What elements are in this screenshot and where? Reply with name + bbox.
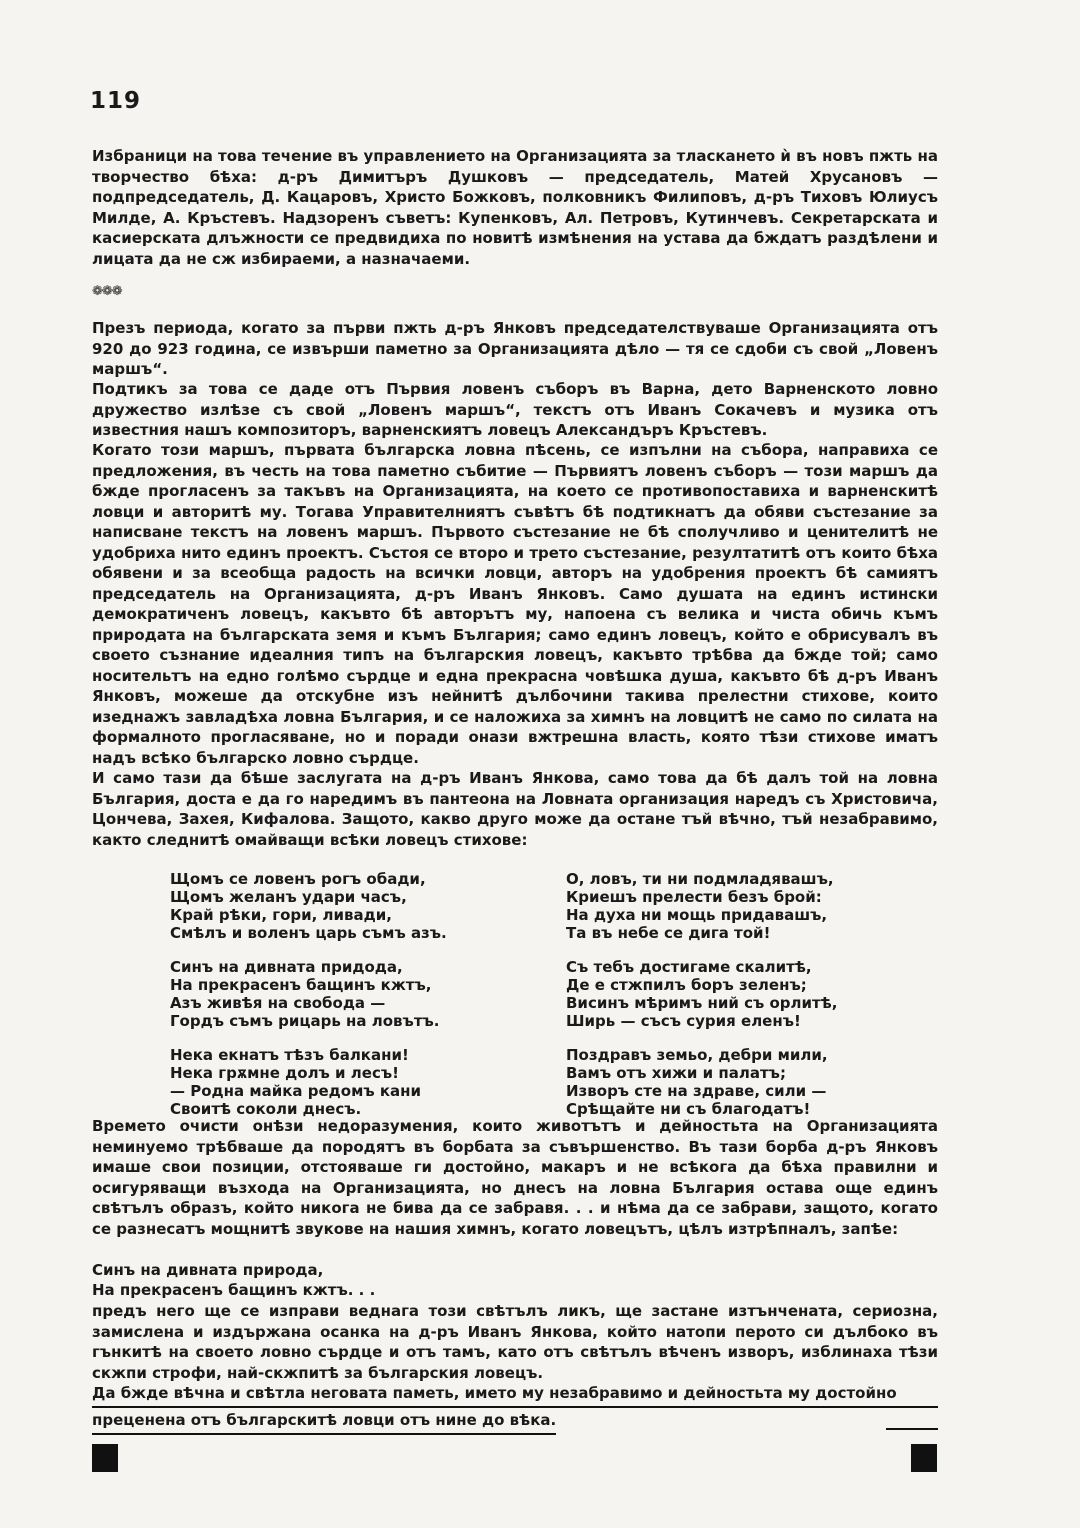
poem-stanza — [566, 870, 837, 942]
poem-line: Своитѣ соколи днесъ. — [170, 1100, 362, 1118]
poem-line: О, ловъ, ти ни подмладявашъ, — [566, 870, 834, 888]
poem-line: Поздравъ земьо, дебри мили, — [566, 1046, 828, 1064]
poem-line: Изворъ сте на здраве, сили — — [566, 1082, 827, 1100]
poem-line: Гордъ съмъ рицарь на ловътъ. — [170, 1012, 440, 1030]
poem-stanza — [566, 958, 837, 1030]
paragraph-march-intro: Презъ периода, когато за първи пжть д-ръ Янковъ председателствуваше Организацията отъ 920 до 923 година, се извърши паметно за Организацията дѣло — тя се сдоби съ свой „Ловенъ маршъ“. — [92, 319, 938, 378]
corner-square-left — [92, 1444, 118, 1472]
closing-line: преценена отъ българскитѣ ловци отъ нине до вѣка. — [92, 1408, 556, 1435]
poem-stanza — [170, 958, 447, 1030]
poem-line: Нека грѫмне долъ и лесъ! — [170, 1064, 399, 1082]
poem-line: — Родна майка редомъ кани — [170, 1082, 422, 1100]
poem-line: Щомъ желанъ удари часъ, — [170, 888, 407, 906]
poem-line: Азъ живѣя на свобода — — [170, 994, 386, 1012]
poem-left-column — [170, 870, 447, 1134]
quote-line: Синъ на дивната природа, — [92, 1261, 324, 1279]
poem-line: Вамъ отъ хижи и палатъ; — [566, 1064, 786, 1082]
poem-line: Синъ на дивната придода, — [170, 958, 403, 976]
poem-line: Криешъ прелести безъ брой: — [566, 888, 822, 906]
poem-stanza — [566, 1046, 837, 1118]
underline-rule — [886, 1428, 938, 1430]
poem-stanza — [170, 870, 447, 942]
paragraph-pantheon: И само тази да бѣше заслугата на д-ръ Иванъ Янкова, само това да бѣ далъ той на ловна България, доста е да го наредимъ въ пантеона на Ловната организация наредъ съ Христовича, Цончева, Захея, Кифалова. Защото, какво друго може да остане тъй вѣчно, тъй незабравимо, както следнитѣ омайващи всѣки ловецъ стихове: — [92, 769, 938, 849]
paragraph-bright-image: предъ него ще се изправи веднага този свѣтълъ ликъ, ще застане изтънчената, сериозна, замислена и издържана осанка на д-ръ Иванъ Янкова, който натопи перото си дълбоко въ гънкитѣ на своето ловно сърдце и отъ тамъ, като отъ свѣтълъ вѣченъ изворъ, изблинаха тѣзи скжпи строфи, най-скжпитѣ за българския ловецъ. — [92, 1302, 938, 1382]
quote-line: На прекрасенъ бащинъ кжтъ. . . — [92, 1281, 376, 1299]
paragraph-competition: Когато този маршъ, първата българска ловна пѣсень, се изпълни на събора, направиха се предложения, въ честь на това паметно събитие — Първиятъ ловенъ съборъ — този маршъ да бжде прогласенъ за такъвъ на Организацията, на което се противопоставиха и варненскитѣ ловци и авторитѣ му. Тогава Управителниятъ съвѣтъ бѣ подтикнатъ да обяви състезание за написване текстъ на ловенъ маршъ. Първото състезание не бѣ сполучливо и ценителитѣ не удобриха нито единъ проектъ. Състоя се второ и трето състезание, резултатитѣ отъ които бѣха обявени и за всеобща радость на всички ловци, авторъ на удобрения проектъ бѣ самиятъ председатель на Организацията, д-ръ Иванъ Янковъ. Само душата на единъ истински демократиченъ ловецъ, какъвто бѣ авторътъ му, напоена съ велика и чиста обичь къмъ природата на българската земя и къмъ България; само единъ ловецъ, който е обрисувалъ въ своето съзнание идеалния типъ на българския ловецъ, какъвто трѣбва да бжде той; само носительтъ на едно голѣмо сърдце и една прекрасна човѣшка душа, какъвто бѣ д-ръ Иванъ Янковъ, можеше да отскубне изъ нейнитѣ дълбочини такива прелестни стихове, които изеднажъ завладѣха ловна България, и се наложиха за химнъ на ловцитѣ не само по силата на формалното прогласяване, но и поради онази вжтрешна власть, която тѣзи стихове иматъ надъ всѣко българско ловно сърдце. — [92, 441, 938, 767]
poem-line: Нека екнатъ тѣзъ балкани! — [170, 1046, 409, 1064]
page-number: 119 — [90, 88, 142, 114]
poem-line: Смѣлъ и воленъ царь съмъ азъ. — [170, 924, 447, 942]
paragraph-legacy: Времето очисти онѣзи недоразумения, които животътъ и дейностьта на Организацията неминуемо трѣбваше да породятъ въ борбата за съвършенство. Въ тази борба д-ръ Янковъ имаше свои позиции, отстояваше ги достойно, макаръ и не всѣкога да бѣха правилни и осигуряващи възхода на Организацията, но днесъ на ловна България остава още единъ свѣтълъ образъ, който никога не бива да се забравя. . . и нѣма да се забрави, защото, когато се разнесатъ мощнитѣ звукове на нашия химнъ, когато ловецътъ, цѣлъ изтрѣпналъ, запѣе: — [92, 1117, 938, 1238]
closing-dedication — [92, 1381, 938, 1435]
poem-line: Та въ небе се дига той! — [566, 924, 771, 942]
poem-right-column — [566, 870, 837, 1134]
poem-line: Срѣщайте ни съ благодатъ! — [566, 1100, 811, 1118]
fleuron-ornament: ❁❁❁ — [92, 284, 122, 299]
poem-line: На духа ни мощь придавашъ, — [566, 906, 828, 924]
poem-line: На прекрасенъ бащинъ кжтъ, — [170, 976, 432, 994]
poem-line: Ширь — съсъ сурия еленъ! — [566, 1012, 801, 1030]
poem-line: Де е стжпилъ боръ зеленъ; — [566, 976, 807, 994]
poem-line: Щомъ се ловенъ рогъ обади, — [170, 870, 426, 888]
poem-line: Висинъ мѣримъ ний съ орлитѣ, — [566, 994, 838, 1012]
paragraph-varna-congress: Подтикъ за това се даде отъ Първия ловенъ съборъ въ Варна, дето Варненското ловно дружество излѣзе съ свой „Ловенъ маршъ“, текстъ отъ Иванъ Сокачевъ и музика отъ известния нашъ композиторъ, варненскиятъ ловецъ Александъръ Кръстевъ. — [92, 380, 938, 439]
closing-line: Да бжде вѣчна и свѣтла неговата паметь, името му незабравимо и дейностьта му достойно — [92, 1381, 938, 1408]
poem-line: Съ тебъ достигаме скалитѣ, — [566, 958, 812, 976]
poem-stanza — [170, 1046, 447, 1118]
poem-line: Край рѣки, гори, ливади, — [170, 906, 392, 924]
corner-square-right — [911, 1444, 937, 1472]
paragraph-board-members: Избраници на това течение въ управлението на Организацията за тласкането ѝ въ новъ пжть на творчество бѣха: д-ръ Димитъръ Душковъ — председатель, Матей Хрусановъ — подпредседатель, Д. Кацаровъ, Христо Божковъ, полковникъ Филиповъ, д-ръ Тиховъ Юлиусъ Милде, А. Кръстевъ. Надзоренъ съветъ: Купенковъ, Ал. Петровъ, Кутинчевъ. Секретарската и касиерската длъжности се предвидиха по новитѣ измѣнения на устава да бждатъ раздѣлени и лицата да не сж избираеми, а назначаеми. — [92, 147, 938, 268]
